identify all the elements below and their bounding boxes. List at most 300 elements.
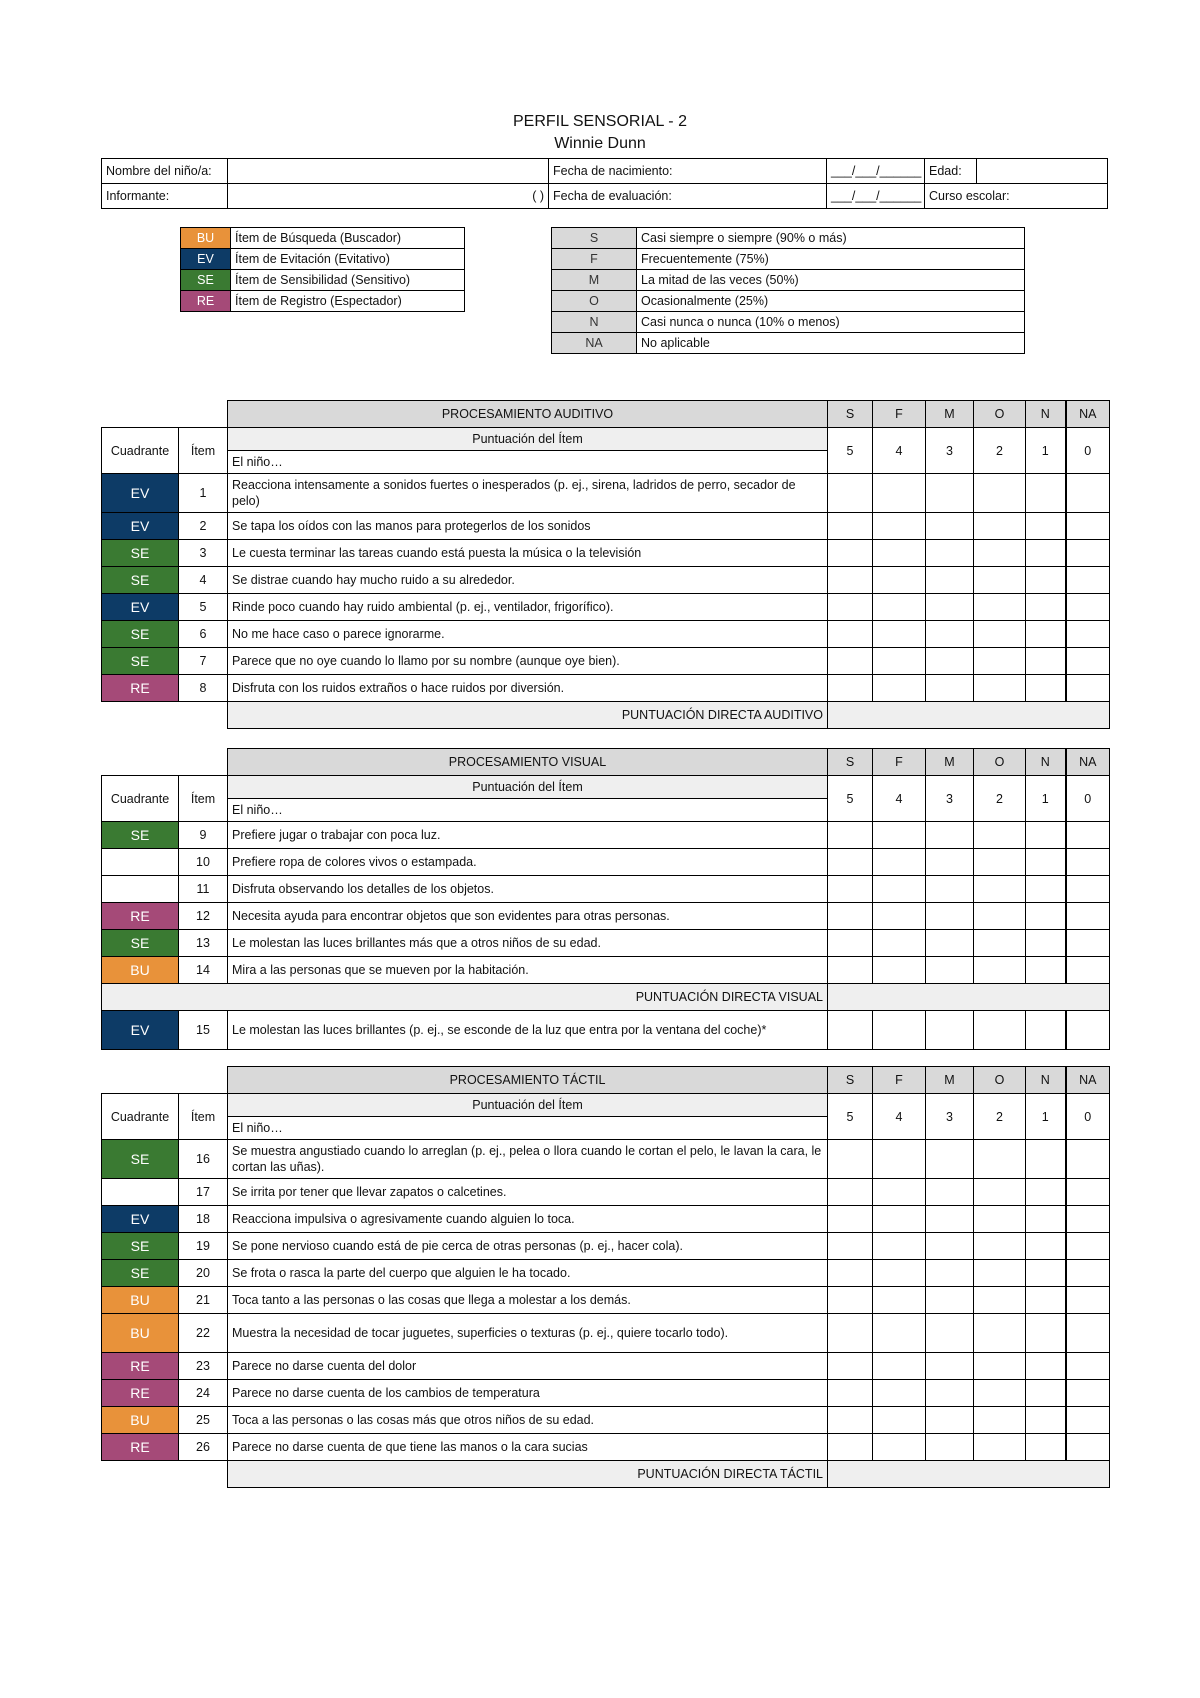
age-field[interactable] [977, 159, 1108, 184]
answer-cell-f[interactable] [873, 1434, 926, 1461]
answer-cell-m[interactable] [926, 1206, 974, 1233]
answer-cell-f[interactable] [873, 513, 926, 540]
spacer [179, 1461, 228, 1488]
tactile-section [101, 1066, 1110, 1488]
form-author: Winnie Dunn [554, 135, 646, 152]
point-value: 3 [926, 1094, 974, 1140]
point-value: 4 [873, 1094, 926, 1140]
answer-cell-f[interactable] [873, 876, 926, 903]
item-row [102, 903, 1110, 930]
answer-cell-f[interactable] [873, 930, 926, 957]
answer-cell-m[interactable] [926, 1260, 974, 1287]
quadrant-code: RE [102, 903, 179, 930]
point-value: 5 [828, 428, 873, 474]
answer-cell-o[interactable] [974, 1206, 1026, 1233]
quadrant-code: SE [102, 648, 179, 675]
freq-header-m: M [926, 1067, 974, 1094]
total-label: PUNTUACIÓN DIRECTA TÁCTIL [228, 1461, 828, 1488]
answer-cell-f[interactable] [873, 474, 926, 513]
answer-cell-o[interactable] [974, 567, 1026, 594]
answer-cell-m[interactable] [926, 876, 974, 903]
answer-cell-n[interactable] [1026, 513, 1066, 540]
answer-cell-f[interactable] [873, 1233, 926, 1260]
item-number: 7 [179, 648, 228, 675]
answer-cell-f[interactable] [873, 849, 926, 876]
answer-cell-o[interactable] [974, 513, 1026, 540]
answer-cell-f[interactable] [873, 540, 926, 567]
item-text: Rinde poco cuando hay ruido ambiental (p. ej., ventilador, frigorífico). [228, 594, 828, 621]
answer-cell-f[interactable] [873, 1407, 926, 1434]
spacer [102, 1461, 179, 1488]
answer-cell-na[interactable] [1066, 822, 1110, 849]
answer-cell-f[interactable] [873, 903, 926, 930]
answer-cell-na[interactable] [1066, 675, 1110, 702]
answer-cell-o[interactable] [974, 876, 1026, 903]
grade-label: Curso escolar: [929, 189, 1010, 203]
answer-cell-n[interactable] [1026, 1233, 1066, 1260]
answer-cell-o[interactable] [974, 957, 1026, 984]
answer-cell-f[interactable] [873, 822, 926, 849]
answer-cell-o[interactable] [974, 1179, 1026, 1206]
item-row [102, 621, 1110, 648]
answer-cell-m[interactable] [926, 1179, 974, 1206]
freq-header-na: NA [1066, 749, 1110, 776]
item-row [102, 594, 1110, 621]
answer-cell-na[interactable] [1066, 876, 1110, 903]
answer-cell-f[interactable] [873, 567, 926, 594]
answer-cell-o[interactable] [974, 849, 1026, 876]
total-field[interactable] [828, 702, 1110, 729]
answer-cell-s[interactable] [828, 540, 873, 567]
item-row [102, 1233, 1110, 1260]
item-number: 24 [179, 1380, 228, 1407]
answer-cell-f[interactable] [873, 1260, 926, 1287]
item-number: 10 [179, 849, 228, 876]
answer-cell-m[interactable] [926, 930, 974, 957]
answer-cell-na[interactable] [1066, 930, 1110, 957]
point-value: 3 [926, 428, 974, 474]
item-row [102, 876, 1110, 903]
quadrant-code [102, 876, 179, 903]
answer-cell-n[interactable] [1026, 903, 1066, 930]
item-text: Disfruta observando los detalles de los objetos. [228, 876, 828, 903]
item-number: 13 [179, 930, 228, 957]
eval-date-field[interactable]: ___/___/______ [827, 184, 925, 209]
item-row [102, 1380, 1110, 1407]
answer-cell-f[interactable] [873, 1179, 926, 1206]
answer-cell-f[interactable] [873, 648, 926, 675]
visual-section [101, 748, 1110, 1050]
answer-cell-na[interactable] [1066, 1407, 1110, 1434]
freq-header-f: F [873, 401, 926, 428]
item-number: 19 [179, 1233, 228, 1260]
answer-cell-n[interactable] [1026, 957, 1066, 984]
answer-cell-n[interactable] [1026, 930, 1066, 957]
freq-header-o: O [974, 1067, 1026, 1094]
answer-cell-o[interactable] [974, 1314, 1026, 1353]
item-text: Se distrae cuando hay mucho ruido a su alrededor. [228, 567, 828, 594]
freq-code-f: F [552, 249, 637, 270]
answer-cell-m[interactable] [926, 621, 974, 648]
item-text: Parece no darse cuenta de que tiene las manos o la cara sucias [228, 1434, 828, 1461]
score-label: Puntuación del Ítem [228, 428, 828, 451]
answer-cell-o[interactable] [974, 1287, 1026, 1314]
answer-cell-n[interactable] [1026, 567, 1066, 594]
item-text: Se irrita por tener que llevar zapatos o calcetines. [228, 1179, 828, 1206]
item-text: No me hace caso o parece ignorarme. [228, 621, 828, 648]
freq-header-na: NA [1066, 401, 1110, 428]
spacer [179, 401, 228, 428]
freq-text: Casi nunca o nunca (10% o menos) [637, 312, 1025, 333]
answer-cell-o[interactable] [974, 822, 1026, 849]
score-label: Puntuación del Ítem [228, 1094, 828, 1117]
item-number: 26 [179, 1434, 228, 1461]
item-row [102, 474, 1110, 513]
point-value: 2 [974, 428, 1026, 474]
answer-cell-na[interactable] [1066, 474, 1110, 513]
freq-header-n: N [1026, 749, 1066, 776]
eval-date-label: Fecha de evaluación: [549, 184, 827, 209]
answer-cell-n[interactable] [1026, 540, 1066, 567]
answer-cell-s[interactable] [828, 1353, 873, 1380]
item-row [102, 1179, 1110, 1206]
legend-text: Ítem de Sensibilidad (Sensitivo) [231, 270, 465, 291]
answer-cell-m[interactable] [926, 1011, 974, 1050]
answer-cell-na[interactable] [1066, 849, 1110, 876]
answer-cell-f[interactable] [873, 621, 926, 648]
quadrant-code: EV [102, 1011, 179, 1050]
freq-header-s: S [828, 749, 873, 776]
item-row [102, 540, 1110, 567]
answer-cell-na[interactable] [1066, 1434, 1110, 1461]
answer-cell-s[interactable] [828, 1287, 873, 1314]
answer-cell-na[interactable] [1066, 648, 1110, 675]
answer-cell-n[interactable] [1026, 1407, 1066, 1434]
answer-cell-s[interactable] [828, 1179, 873, 1206]
quadrant-code [102, 849, 179, 876]
answer-cell-m[interactable] [926, 1353, 974, 1380]
legend-text: Ítem de Evitación (Evitativo) [231, 249, 465, 270]
answer-cell-m[interactable] [926, 903, 974, 930]
legend-code-re: RE [181, 291, 231, 312]
freq-header-n: N [1026, 401, 1066, 428]
freq-text: Frecuentemente (75%) [637, 249, 1025, 270]
answer-cell-m[interactable] [926, 1380, 974, 1407]
answer-cell-f[interactable] [873, 1380, 926, 1407]
item-number: 2 [179, 513, 228, 540]
quadrant-code: SE [102, 621, 179, 648]
answer-cell-na[interactable] [1066, 1314, 1110, 1353]
section-title: PROCESAMIENTO AUDITIVO [228, 401, 828, 428]
answer-cell-n[interactable] [1026, 822, 1066, 849]
answer-cell-m[interactable] [926, 648, 974, 675]
item-row [102, 1314, 1110, 1353]
quadrant-code: EV [102, 474, 179, 513]
answer-cell-m[interactable] [926, 474, 974, 513]
answer-cell-n[interactable] [1026, 1179, 1066, 1206]
answer-cell-o[interactable] [974, 1011, 1026, 1050]
answer-cell-s[interactable] [828, 1233, 873, 1260]
quadrant-legend [180, 227, 465, 312]
answer-cell-n[interactable] [1026, 1287, 1066, 1314]
point-value: 5 [828, 776, 873, 822]
answer-cell-n[interactable] [1026, 1434, 1066, 1461]
point-value: 0 [1066, 428, 1110, 474]
item-row [102, 513, 1110, 540]
answer-cell-m[interactable] [926, 1287, 974, 1314]
item-header: Ítem [179, 776, 228, 822]
answer-cell-s[interactable] [828, 903, 873, 930]
answer-cell-s[interactable] [828, 621, 873, 648]
answer-cell-na[interactable] [1066, 957, 1110, 984]
answer-cell-s[interactable] [828, 648, 873, 675]
freq-text: Ocasionalmente (25%) [637, 291, 1025, 312]
answer-cell-s[interactable] [828, 1260, 873, 1287]
answer-cell-na[interactable] [1066, 1233, 1110, 1260]
item-text: Se pone nervioso cuando está de pie cerca de otras personas (p. ej., hacer cola). [228, 1233, 828, 1260]
item-text: Le cuesta terminar las tareas cuando está puesta la música o la televisión [228, 540, 828, 567]
answer-cell-o[interactable] [974, 621, 1026, 648]
answer-cell-s[interactable] [828, 1314, 873, 1353]
item-row [102, 1140, 1110, 1179]
quadrant-code: EV [102, 594, 179, 621]
item-number: 6 [179, 621, 228, 648]
item-row [102, 1011, 1110, 1050]
answer-cell-o[interactable] [974, 648, 1026, 675]
answer-cell-na[interactable] [1066, 594, 1110, 621]
legend-code-se: SE [181, 270, 231, 291]
answer-cell-m[interactable] [926, 957, 974, 984]
quadrant-header: Cuadrante [102, 776, 179, 822]
answer-cell-m[interactable] [926, 1434, 974, 1461]
quadrant-code: SE [102, 930, 179, 957]
child-label: El niño… [228, 799, 828, 822]
item-row [102, 1434, 1110, 1461]
total-field[interactable] [828, 984, 1110, 1011]
point-value: 0 [1066, 776, 1110, 822]
answer-cell-o[interactable] [974, 1380, 1026, 1407]
answer-cell-n[interactable] [1026, 675, 1066, 702]
answer-cell-na[interactable] [1066, 903, 1110, 930]
answer-cell-o[interactable] [974, 930, 1026, 957]
item-number: 17 [179, 1179, 228, 1206]
answer-cell-m[interactable] [926, 675, 974, 702]
freq-header-f: F [873, 1067, 926, 1094]
answer-cell-m[interactable] [926, 1233, 974, 1260]
answer-cell-o[interactable] [974, 1260, 1026, 1287]
item-text: Mira a las personas que se mueven por la habitación. [228, 957, 828, 984]
answer-cell-f[interactable] [873, 594, 926, 621]
answer-cell-n[interactable] [1026, 1353, 1066, 1380]
answer-cell-f[interactable] [873, 1206, 926, 1233]
answer-cell-s[interactable] [828, 1407, 873, 1434]
child-name-field[interactable] [228, 159, 549, 184]
spacer [102, 749, 179, 776]
answer-cell-n[interactable] [1026, 1314, 1066, 1353]
point-value: 1 [1026, 776, 1066, 822]
birth-date-field[interactable]: ___/___/______ [827, 159, 925, 184]
answer-cell-s[interactable] [828, 675, 873, 702]
item-text: Se frota o rasca la parte del cuerpo que alguien le ha tocado. [228, 1260, 828, 1287]
child-label: El niño… [228, 1117, 828, 1140]
item-text: Reacciona intensamente a sonidos fuertes o inesperados (p. ej., sirena, ladridos de perro, secador de pelo) [228, 474, 828, 513]
spacer [179, 1067, 228, 1094]
point-value: 2 [974, 1094, 1026, 1140]
answer-cell-na[interactable] [1066, 1260, 1110, 1287]
legend-code-ev: EV [181, 249, 231, 270]
freq-text: La mitad de las veces (50%) [637, 270, 1025, 291]
answer-cell-n[interactable] [1026, 474, 1066, 513]
answer-cell-s[interactable] [828, 822, 873, 849]
answer-cell-na[interactable] [1066, 540, 1110, 567]
answer-cell-o[interactable] [974, 540, 1026, 567]
answer-cell-na[interactable] [1066, 513, 1110, 540]
answer-cell-m[interactable] [926, 567, 974, 594]
total-field[interactable] [828, 1461, 1110, 1488]
answer-cell-o[interactable] [974, 474, 1026, 513]
answer-cell-f[interactable] [873, 1287, 926, 1314]
freq-code-s: S [552, 228, 637, 249]
answer-cell-f[interactable] [873, 1140, 926, 1179]
answer-cell-s[interactable] [828, 930, 873, 957]
answer-cell-o[interactable] [974, 1140, 1026, 1179]
item-number: 14 [179, 957, 228, 984]
total-label: PUNTUACIÓN DIRECTA AUDITIVO [228, 702, 828, 729]
answer-cell-na[interactable] [1066, 567, 1110, 594]
answer-cell-f[interactable] [873, 1353, 926, 1380]
spacer [102, 702, 179, 729]
item-text: Prefiere jugar o trabajar con poca luz. [228, 822, 828, 849]
freq-header-n: N [1026, 1067, 1066, 1094]
answer-cell-n[interactable] [1026, 1140, 1066, 1179]
item-text: Reacciona impulsiva o agresivamente cuando alguien lo toca. [228, 1206, 828, 1233]
freq-header-f: F [873, 749, 926, 776]
quadrant-code: SE [102, 1233, 179, 1260]
identification-table [101, 158, 1108, 209]
quadrant-code: SE [102, 1260, 179, 1287]
answer-cell-s[interactable] [828, 1011, 873, 1050]
answer-cell-na[interactable] [1066, 1140, 1110, 1179]
answer-cell-m[interactable] [926, 594, 974, 621]
item-number: 11 [179, 876, 228, 903]
item-text: Toca tanto a las personas o las cosas que llega a molestar a los demás. [228, 1287, 828, 1314]
answer-cell-m[interactable] [926, 1407, 974, 1434]
answer-cell-s[interactable] [828, 594, 873, 621]
freq-header-m: M [926, 749, 974, 776]
quadrant-code: RE [102, 1434, 179, 1461]
answer-cell-n[interactable] [1026, 1260, 1066, 1287]
quadrant-code: SE [102, 1140, 179, 1179]
answer-cell-m[interactable] [926, 540, 974, 567]
answer-cell-o[interactable] [974, 594, 1026, 621]
item-row [102, 1206, 1110, 1233]
item-row [102, 957, 1110, 984]
answer-cell-o[interactable] [974, 1434, 1026, 1461]
answer-cell-o[interactable] [974, 903, 1026, 930]
form-title: PERFIL SENSORIAL - 2 [513, 113, 687, 130]
answer-cell-o[interactable] [974, 1353, 1026, 1380]
answer-cell-n[interactable] [1026, 621, 1066, 648]
freq-header-o: O [974, 401, 1026, 428]
answer-cell-o[interactable] [974, 675, 1026, 702]
birth-date-label: Fecha de nacimiento: [549, 159, 827, 184]
item-header: Ítem [179, 1094, 228, 1140]
answer-cell-n[interactable] [1026, 849, 1066, 876]
answer-cell-na[interactable] [1066, 1287, 1110, 1314]
item-row [102, 930, 1110, 957]
spacer [179, 702, 228, 729]
answer-cell-s[interactable] [828, 513, 873, 540]
answer-cell-na[interactable] [1066, 1179, 1110, 1206]
spacer [102, 1067, 179, 1094]
answer-cell-n[interactable] [1026, 648, 1066, 675]
answer-cell-f[interactable] [873, 675, 926, 702]
answer-cell-f[interactable] [873, 1011, 926, 1050]
answer-cell-s[interactable] [828, 876, 873, 903]
answer-cell-s[interactable] [828, 567, 873, 594]
answer-cell-na[interactable] [1066, 1011, 1110, 1050]
informant-field[interactable]: ( ) [228, 184, 549, 209]
answer-cell-s[interactable] [828, 1206, 873, 1233]
item-row [102, 648, 1110, 675]
legend-code-bu: BU [181, 228, 231, 249]
freq-code-m: M [552, 270, 637, 291]
answer-cell-na[interactable] [1066, 1353, 1110, 1380]
freq-header-m: M [926, 401, 974, 428]
answer-cell-s[interactable] [828, 1434, 873, 1461]
answer-cell-f[interactable] [873, 1314, 926, 1353]
answer-cell-na[interactable] [1066, 621, 1110, 648]
answer-cell-n[interactable] [1026, 1206, 1066, 1233]
answer-cell-o[interactable] [974, 1407, 1026, 1434]
answer-cell-o[interactable] [974, 1233, 1026, 1260]
legend-text: Ítem de Búsqueda (Buscador) [231, 228, 465, 249]
item-row [102, 675, 1110, 702]
point-value: 1 [1026, 1094, 1066, 1140]
item-text: Toca a las personas o las cosas más que otros niños de su edad. [228, 1407, 828, 1434]
point-value: 2 [974, 776, 1026, 822]
item-text: Le molestan las luces brillantes (p. ej., se esconde de la luz que entra por la ventana del coche)* [228, 1011, 828, 1050]
answer-cell-n[interactable] [1026, 594, 1066, 621]
answer-cell-s[interactable] [828, 1140, 873, 1179]
item-row [102, 1260, 1110, 1287]
item-text: Parece no darse cuenta de los cambios de temperatura [228, 1380, 828, 1407]
answer-cell-f[interactable] [873, 957, 926, 984]
answer-cell-m[interactable] [926, 849, 974, 876]
answer-cell-s[interactable] [828, 474, 873, 513]
answer-cell-m[interactable] [926, 513, 974, 540]
answer-cell-n[interactable] [1026, 1011, 1066, 1050]
item-text: Muestra la necesidad de tocar juguetes, superficies o texturas (p. ej., quiere tocarlo todo). [228, 1314, 828, 1353]
answer-cell-n[interactable] [1026, 1380, 1066, 1407]
point-value: 4 [873, 428, 926, 474]
answer-cell-m[interactable] [926, 1140, 974, 1179]
quadrant-code: RE [102, 1380, 179, 1407]
answer-cell-na[interactable] [1066, 1206, 1110, 1233]
answer-cell-na[interactable] [1066, 1380, 1110, 1407]
answer-cell-s[interactable] [828, 1380, 873, 1407]
answer-cell-m[interactable] [926, 1314, 974, 1353]
answer-cell-s[interactable] [828, 849, 873, 876]
answer-cell-n[interactable] [1026, 876, 1066, 903]
answer-cell-s[interactable] [828, 957, 873, 984]
answer-cell-m[interactable] [926, 822, 974, 849]
grade-cell[interactable] [925, 184, 1108, 209]
item-number: 22 [179, 1314, 228, 1353]
item-text: Le molestan las luces brillantes más que a otros niños de su edad. [228, 930, 828, 957]
freq-header-o: O [974, 749, 1026, 776]
item-number: 16 [179, 1140, 228, 1179]
